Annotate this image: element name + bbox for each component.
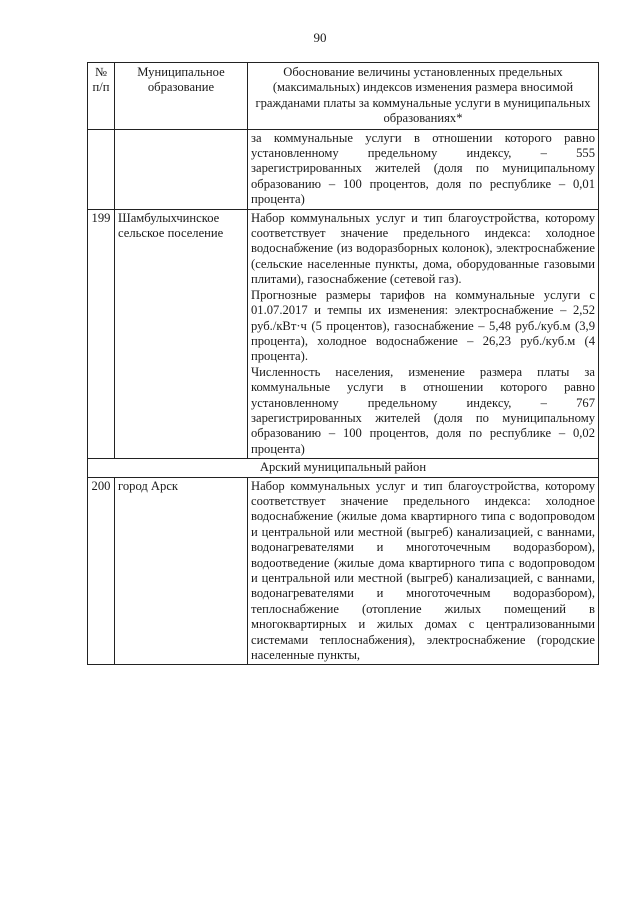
row-municipality: город Арск bbox=[115, 477, 248, 665]
row-municipality: Шамбулыхчинское сельское поселение bbox=[115, 209, 248, 459]
row-num: 199 bbox=[88, 209, 115, 459]
row-justification bbox=[248, 129, 599, 209]
tariff-index-table bbox=[87, 62, 599, 665]
row-justification bbox=[248, 477, 599, 665]
table-row bbox=[88, 209, 599, 459]
paragraph: Прогнозные размеры тарифов на коммунальные услуги с 01.07.2017 и темпы их изменения: электроснабжение – 2,52 руб./кВт·ч (5 процентов), газоснабжение – 5,48 руб./куб.м (3,9 процента), холодное водоснабжение – 26,23 руб./куб.м (4 процента). bbox=[251, 287, 595, 364]
table-header-row bbox=[88, 63, 599, 130]
region-title: Арский муниципальный район bbox=[88, 459, 599, 477]
header-justification: Обоснование величины установленных предельных (максимальных) индексов изменения размера вносимой гражданами платы за коммунальные услуги в муниципальных образованиях* bbox=[248, 63, 599, 130]
row-num: 200 bbox=[88, 477, 115, 665]
table-row bbox=[88, 129, 599, 209]
paragraph: за коммунальные услуги в отношении которого равно установленному предельному индексу, – 555 зарегистрированных жителей (доля по муниципальному образованию – 100 процентов, доля по республике – 0,01 процента) bbox=[251, 130, 595, 207]
row-municipality bbox=[115, 129, 248, 209]
header-num: № п/п bbox=[88, 63, 115, 130]
paragraph: Набор коммунальных услуг и тип благоустройства, которому соответствует значение предельного индекса: холодное водоснабжение (из водоразборных колонок), электроснабжение (сельские населенные пункты, дома, оборудованные газовыми плитами), газоснабжение (сетевой газ). bbox=[251, 210, 595, 287]
table-row bbox=[88, 477, 599, 665]
row-num bbox=[88, 129, 115, 209]
row-justification bbox=[248, 209, 599, 459]
paragraph: Численность населения, изменение размера платы за коммунальные услуги в отношении которого равно установленному предельному индексу, – 767 зарегистрированных жителей (доля по муниципальному образованию – 100 процентов, доля по республике – 0,02 процента) bbox=[251, 364, 595, 456]
region-row bbox=[88, 459, 599, 477]
page-number: 90 bbox=[313, 30, 327, 45]
paragraph: Набор коммунальных услуг и тип благоустройства, которому соответствует значение предельного индекса: холодное водоснабжение (жилые дома квартирного типа с водопроводом и центральной или местной (выгреб) канализацией, с ваннами, водонагревателями и многоточечным водоразбором), водоотведение (жилые дома квартирного типа с водопроводом и центральной или местной (выгреб) канализацией, с ваннами, водонагревателями и многоточечным водоразбором), теплоснабжение (отопление жилых помещений в многоквартирных и жилых домах с централизованными системами теплоснабжения), электроснабжение (городские населенные пункты, bbox=[251, 478, 595, 663]
header-municipality: Муниципальное образование bbox=[115, 63, 248, 130]
